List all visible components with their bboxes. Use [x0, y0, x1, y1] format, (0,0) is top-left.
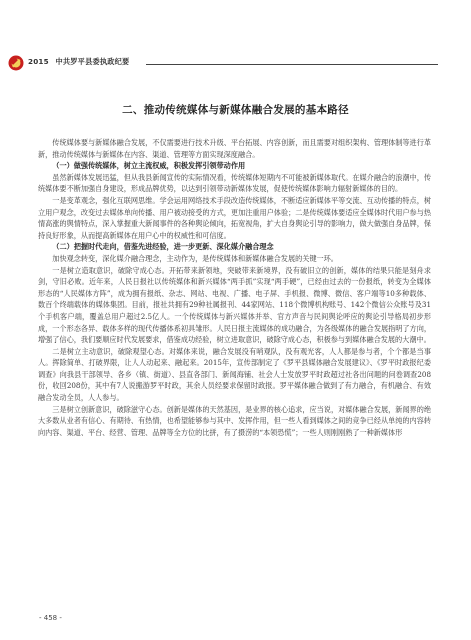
page-number: - 458 - [39, 614, 62, 622]
paragraph: 加快观念转变，深化媒介融合理念，主动作为，是传统媒体和新媒体融合发展的关键一环。 [52, 253, 338, 263]
running-header [8, 55, 428, 81]
subheading: （一）做强传统媒体，树立主流权威，积极发挥引领带动作用 [52, 161, 246, 171]
section-title: 二、推动传统媒体与新媒体融合发展的基本路径 [122, 104, 349, 116]
header-text [28, 57, 129, 67]
paragraph: 虽然新媒体发展迅猛，但从我县新闻宣传的实际情况看，传统媒体短期内不可能被新媒体取代。在媒介融合的浪潮中，传统媒体要不断加强自身建设，形成品牌优势，以达到引领带动新媒体发展，促使传统媒体影响力辐射新媒体的目的。 [38, 172, 431, 194]
body-text [38, 137, 431, 438]
paragraph: 二是树立主动意识，破除观望心态。对媒体来说，融合发展没有哨观队，没有观光客，人人都是参与者，个个都是当事人。挥除简单、打破界限，让人人动起来、融起来。2015年，宣传部制定了《罗平县媒体融合发展建议》、《罗平时政报纪委调查》向我县干部领导、各乡（镇、街道）、县直各部门、新闻海铺、社会人士发放罗平时政超过社各出问题的问卷调查208份，收回208份，其中有7人说搬游罗平时政，其余人员经要求保留时政报。罗平媒体融合做到了有力融合，有机融合、有效融合发动全员，人人参与。 [38, 346, 431, 403]
paragraph: 一是树立造取意识，破除守成心态。开拓带来新领地，突破带来新境界，没有破旧立的创新，媒体的结果只能是刻舟求剑，守旧必败。近年来，人民日报社以传统媒体和新兴媒体“两手抓”实现“两手硬”，已经由过去的一份报纸，转变为全媒体形态的“人民媒体方阵”，成为拥有报纸、杂志、网站、电视、广播、电子屏、手机报、微博、微信、客户端等10多种载体、数百个终端载体的媒体集团。目前，报社共拥有29种社属报刊、44家网站、118个微博机构账号、142个微信公众账号及31个手机客户端，覆盖总用户超过2.5亿人。一个传统媒体与新兴媒体并举、官方声音与民间舆论呼应的舆论引导格局初步形成，一个形态各异、载体多样的现代传播体系初具雏形。人民日报主流媒体的成功融合，为各级媒体的融合发展指明了方向，增强了信心，我们要顺应时代发展要求，借鉴成功经验，树立进取意识，破除守成心态，积极参与到媒体融合发展的大潮中。 [38, 265, 431, 345]
header-divider [146, 64, 438, 65]
paragraph: 三是树立创新意识，破除滋守心态。创新是媒体的天然基因，是业界的核心追求，应当说，对媒体融合发展，新闻界的绝大多数从业者有信心、有期待、有热情，也希望能够参与其中、发挥作用，但一些人看到媒体之间的竞争已经从单纯的内容转向内容、渠道、平台、经营、管理、品牌等全方位的比拼，有了摄涝的“本领恐慌”；一些人则刚刚熟了一种新媒体形 [38, 404, 431, 437]
subheading: （二）把握时代走向，借鉴先进经验，进一步更新、深化媒介融合理念 [52, 242, 274, 252]
party-emblem-icon [8, 55, 24, 71]
paragraph: 传统媒体要与新媒体融合发展，不仅需要进行技术升级、平台拓展、内容创新，而且需要对组织架构、管理体制等进行革新，推动传统媒体与新媒体在内容、渠道、管理等方面实现深度融合。 [38, 138, 431, 159]
header-year: 2015 [28, 57, 49, 66]
header-book-title: 中共罗平县委执政纪要 [55, 57, 130, 66]
paragraph: 一是变革观念，强化互联网思维。学会运用网络技术手段改造传统媒体，不断适应新媒体平等交流、互动传播的特点，树立用户观念，改变过去媒体单向传播、用户被动接受的方式，更加注重用户体验；二是传统媒体要适应全媒体时代用户参与热情高涨的舆情特点，深入掌握重大新闻事件的各种舆论倾向，拓宽视角，扩大自身舆论引导的影响力，做大做强自身品牌，保持良好形象，从而提高新媒体在用户心中的权威性和可信度。 [38, 195, 431, 240]
